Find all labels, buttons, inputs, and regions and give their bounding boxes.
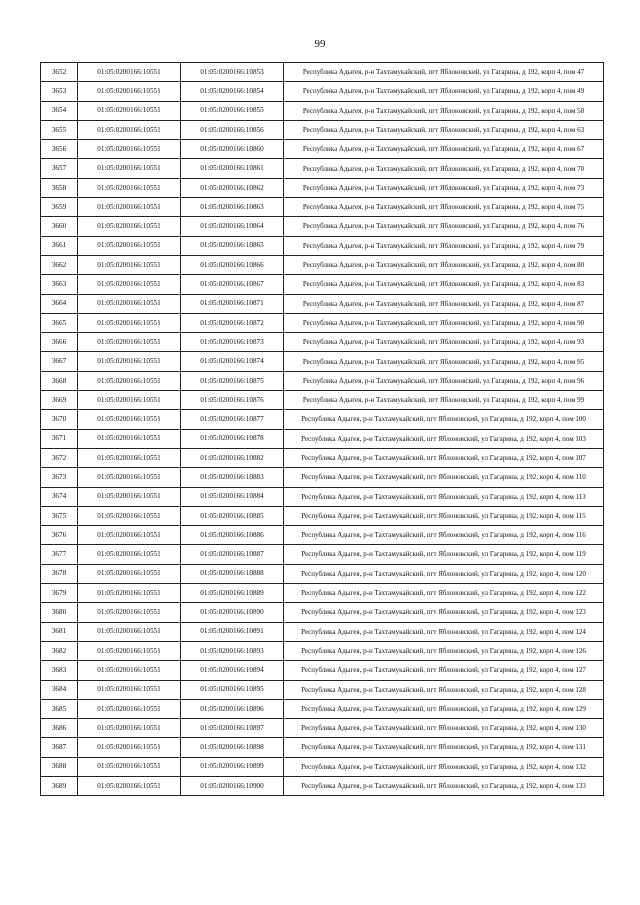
table-row bbox=[41, 159, 604, 178]
table-row bbox=[41, 371, 604, 390]
cadastral-number: 01:05:0200166:10882 bbox=[181, 448, 284, 467]
row-number: 3674 bbox=[41, 487, 78, 506]
parent-cadastral-number: 01:05:0200166:10551 bbox=[78, 641, 181, 660]
address: Республика Адыгея, р-н Тахтамукайский, пгт Яблоновский, ул Гагарина, д 192, корп 4, пом 113 bbox=[284, 487, 604, 506]
row-number: 3659 bbox=[41, 198, 78, 217]
row-number: 3682 bbox=[41, 641, 78, 660]
parent-cadastral-number: 01:05:0200166:10551 bbox=[78, 101, 181, 120]
table-row bbox=[41, 333, 604, 352]
table-row bbox=[41, 82, 604, 101]
table-row bbox=[41, 448, 604, 467]
parent-cadastral-number: 01:05:0200166:10551 bbox=[78, 391, 181, 410]
cadastral-number: 01:05:0200166:10890 bbox=[181, 603, 284, 622]
cadastral-number: 01:05:0200166:10862 bbox=[181, 178, 284, 197]
parent-cadastral-number: 01:05:0200166:10551 bbox=[78, 622, 181, 641]
parent-cadastral-number: 01:05:0200166:10551 bbox=[78, 526, 181, 545]
cadastral-number: 01:05:0200166:10861 bbox=[181, 159, 284, 178]
row-number: 3677 bbox=[41, 545, 78, 564]
cadastral-number: 01:05:0200166:10854 bbox=[181, 82, 284, 101]
row-number: 3672 bbox=[41, 448, 78, 467]
table-row bbox=[41, 719, 604, 738]
address: Республика Адыгея, р-н Тахтамукайский, пгт Яблоновский, ул Гагарина, д 192, корп 4, пом 130 bbox=[284, 719, 604, 738]
address: Республика Адыгея, р-н Тахтамукайский, пгт Яблоновский, ул Гагарина, д 192, корп 4, пом 70 bbox=[284, 159, 604, 178]
address: Республика Адыгея, р-н Тахтамукайский, пгт Яблоновский, ул Гагарина, д 192, корп 4, пом 93 bbox=[284, 333, 604, 352]
table-row bbox=[41, 506, 604, 525]
address: Республика Адыгея, р-н Тахтамукайский, пгт Яблоновский, ул Гагарина, д 192, корп 4, пом 127 bbox=[284, 661, 604, 680]
parent-cadastral-number: 01:05:0200166:10551 bbox=[78, 680, 181, 699]
row-number: 3666 bbox=[41, 333, 78, 352]
cadastral-number: 01:05:0200166:10884 bbox=[181, 487, 284, 506]
cadastral-number: 01:05:0200166:10855 bbox=[181, 101, 284, 120]
cadastral-number: 01:05:0200166:10878 bbox=[181, 429, 284, 448]
table-row bbox=[41, 120, 604, 139]
row-number: 3670 bbox=[41, 410, 78, 429]
parent-cadastral-number: 01:05:0200166:10551 bbox=[78, 236, 181, 255]
table-row bbox=[41, 63, 604, 82]
cadastral-number: 01:05:0200166:10872 bbox=[181, 313, 284, 332]
row-number: 3661 bbox=[41, 236, 78, 255]
table-row bbox=[41, 622, 604, 641]
address: Республика Адыгея, р-н Тахтамукайский, пгт Яблоновский, ул Гагарина, д 192, корп 4, пом 99 bbox=[284, 391, 604, 410]
address: Республика Адыгея, р-н Тахтамукайский, пгт Яблоновский, ул Гагарина, д 192, корп 4, пом 103 bbox=[284, 429, 604, 448]
parent-cadastral-number: 01:05:0200166:10551 bbox=[78, 776, 181, 795]
parent-cadastral-number: 01:05:0200166:10551 bbox=[78, 140, 181, 159]
parent-cadastral-number: 01:05:0200166:10551 bbox=[78, 661, 181, 680]
table-row bbox=[41, 313, 604, 332]
row-number: 3688 bbox=[41, 757, 78, 776]
parent-cadastral-number: 01:05:0200166:10551 bbox=[78, 719, 181, 738]
address: Республика Адыгея, р-н Тахтамукайский, пгт Яблоновский, ул Гагарина, д 192, корп 4, пом 123 bbox=[284, 603, 604, 622]
parent-cadastral-number: 01:05:0200166:10551 bbox=[78, 352, 181, 371]
table-row bbox=[41, 699, 604, 718]
cadastral-number: 01:05:0200166:10895 bbox=[181, 680, 284, 699]
table-row bbox=[41, 217, 604, 236]
address: Республика Адыгея, р-н Тахтамукайский, пгт Яблоновский, ул Гагарина, д 192, корп 4, пом 49 bbox=[284, 82, 604, 101]
address: Республика Адыгея, р-н Тахтамукайский, пгт Яблоновский, ул Гагарина, д 192, корп 4, пом 96 bbox=[284, 371, 604, 390]
table-row bbox=[41, 757, 604, 776]
address: Республика Адыгея, р-н Тахтамукайский, пгт Яблоновский, ул Гагарина, д 192, корп 4, пом 107 bbox=[284, 448, 604, 467]
parent-cadastral-number: 01:05:0200166:10551 bbox=[78, 63, 181, 82]
table-row bbox=[41, 255, 604, 274]
row-number: 3676 bbox=[41, 526, 78, 545]
row-number: 3665 bbox=[41, 313, 78, 332]
address: Республика Адыгея, р-н Тахтамукайский, пгт Яблоновский, ул Гагарина, д 192, корп 4, пом 119 bbox=[284, 545, 604, 564]
table-row bbox=[41, 275, 604, 294]
cadastral-number: 01:05:0200166:10863 bbox=[181, 198, 284, 217]
address: Республика Адыгея, р-н Тахтамукайский, пгт Яблоновский, ул Гагарина, д 192, корп 4, пом 87 bbox=[284, 294, 604, 313]
cadastral-number: 01:05:0200166:10898 bbox=[181, 738, 284, 757]
parent-cadastral-number: 01:05:0200166:10551 bbox=[78, 468, 181, 487]
cadastral-number: 01:05:0200166:10873 bbox=[181, 333, 284, 352]
cadastral-number: 01:05:0200166:10899 bbox=[181, 757, 284, 776]
parent-cadastral-number: 01:05:0200166:10551 bbox=[78, 757, 181, 776]
address: Республика Адыгея, р-н Тахтамукайский, пгт Яблоновский, ул Гагарина, д 192, корп 4, пом 80 bbox=[284, 255, 604, 274]
row-number: 3675 bbox=[41, 506, 78, 525]
address: Республика Адыгея, р-н Тахтамукайский, пгт Яблоновский, ул Гагарина, д 192, корп 4, пом 132 bbox=[284, 757, 604, 776]
address: Республика Адыгея, р-н Тахтамукайский, пгт Яблоновский, ул Гагарина, д 192, корп 4, пом 126 bbox=[284, 641, 604, 660]
cadastral-number: 01:05:0200166:10875 bbox=[181, 371, 284, 390]
cadastral-number: 01:05:0200166:10897 bbox=[181, 719, 284, 738]
table-row bbox=[41, 603, 604, 622]
row-number: 3679 bbox=[41, 584, 78, 603]
parent-cadastral-number: 01:05:0200166:10551 bbox=[78, 429, 181, 448]
parent-cadastral-number: 01:05:0200166:10551 bbox=[78, 275, 181, 294]
row-number: 3689 bbox=[41, 776, 78, 795]
table-row bbox=[41, 391, 604, 410]
table-row bbox=[41, 661, 604, 680]
row-number: 3668 bbox=[41, 371, 78, 390]
cadastral-number: 01:05:0200166:10867 bbox=[181, 275, 284, 294]
address: Республика Адыгея, р-н Тахтамукайский, пгт Яблоновский, ул Гагарина, д 192, корп 4, пом 90 bbox=[284, 313, 604, 332]
parent-cadastral-number: 01:05:0200166:10551 bbox=[78, 333, 181, 352]
row-number: 3681 bbox=[41, 622, 78, 641]
cadastral-number: 01:05:0200166:10900 bbox=[181, 776, 284, 795]
parent-cadastral-number: 01:05:0200166:10551 bbox=[78, 198, 181, 217]
address: Республика Адыгея, р-н Тахтамукайский, пгт Яблоновский, ул Гагарина, д 192, корп 4, пом 47 bbox=[284, 63, 604, 82]
address: Республика Адыгея, р-н Тахтамукайский, пгт Яблоновский, ул Гагарина, д 192, корп 4, пом 131 bbox=[284, 738, 604, 757]
address: Республика Адыгея, р-н Тахтамукайский, пгт Яблоновский, ул Гагарина, д 192, корп 4, пом 63 bbox=[284, 120, 604, 139]
row-number: 3687 bbox=[41, 738, 78, 757]
address: Республика Адыгея, р-н Тахтамукайский, пгт Яблоновский, ул Гагарина, д 192, корп 4, пом 83 bbox=[284, 275, 604, 294]
table-row bbox=[41, 294, 604, 313]
row-number: 3664 bbox=[41, 294, 78, 313]
table-row bbox=[41, 101, 604, 120]
row-number: 3669 bbox=[41, 391, 78, 410]
cadastral-number: 01:05:0200166:10856 bbox=[181, 120, 284, 139]
parent-cadastral-number: 01:05:0200166:10551 bbox=[78, 603, 181, 622]
table-row bbox=[41, 680, 604, 699]
address: Республика Адыгея, р-н Тахтамукайский, пгт Яблоновский, ул Гагарина, д 192, корп 4, пом 115 bbox=[284, 506, 604, 525]
address: Республика Адыгея, р-н Тахтамукайский, пгт Яблоновский, ул Гагарина, д 192, корп 4, пом 129 bbox=[284, 699, 604, 718]
address: Республика Адыгея, р-н Тахтамукайский, пгт Яблоновский, ул Гагарина, д 192, корп 4, пом 128 bbox=[284, 680, 604, 699]
table-row bbox=[41, 545, 604, 564]
parent-cadastral-number: 01:05:0200166:10551 bbox=[78, 584, 181, 603]
table-row bbox=[41, 584, 604, 603]
table-row bbox=[41, 641, 604, 660]
parent-cadastral-number: 01:05:0200166:10551 bbox=[78, 410, 181, 429]
row-number: 3683 bbox=[41, 661, 78, 680]
row-number: 3654 bbox=[41, 101, 78, 120]
address: Республика Адыгея, р-н Тахтамукайский, пгт Яблоновский, ул Гагарина, д 192, корп 4, пом 122 bbox=[284, 584, 604, 603]
address: Республика Адыгея, р-н Тахтамукайский, пгт Яблоновский, ул Гагарина, д 192, корп 4, пом 110 bbox=[284, 468, 604, 487]
cadastral-number: 01:05:0200166:10885 bbox=[181, 506, 284, 525]
address: Республика Адыгея, р-н Тахтамукайский, пгт Яблоновский, ул Гагарина, д 192, корп 4, пом 95 bbox=[284, 352, 604, 371]
row-number: 3684 bbox=[41, 680, 78, 699]
address: Республика Адыгея, р-н Тахтамукайский, пгт Яблоновский, ул Гагарина, д 192, корп 4, пом 120 bbox=[284, 564, 604, 583]
table-row bbox=[41, 429, 604, 448]
parent-cadastral-number: 01:05:0200166:10551 bbox=[78, 120, 181, 139]
table-row bbox=[41, 468, 604, 487]
row-number: 3671 bbox=[41, 429, 78, 448]
property-table bbox=[40, 62, 604, 796]
table-row bbox=[41, 140, 604, 159]
row-number: 3678 bbox=[41, 564, 78, 583]
row-number: 3658 bbox=[41, 178, 78, 197]
cadastral-number: 01:05:0200166:10864 bbox=[181, 217, 284, 236]
table-row bbox=[41, 352, 604, 371]
table-row bbox=[41, 198, 604, 217]
cadastral-number: 01:05:0200166:10866 bbox=[181, 255, 284, 274]
parent-cadastral-number: 01:05:0200166:10551 bbox=[78, 564, 181, 583]
address: Республика Адыгея, р-н Тахтамукайский, пгт Яблоновский, ул Гагарина, д 192, корп 4, пом 58 bbox=[284, 101, 604, 120]
address: Республика Адыгея, р-н Тахтамукайский, пгт Яблоновский, ул Гагарина, д 192, корп 4, пом 67 bbox=[284, 140, 604, 159]
row-number: 3686 bbox=[41, 719, 78, 738]
cadastral-number: 01:05:0200166:10871 bbox=[181, 294, 284, 313]
cadastral-number: 01:05:0200166:10876 bbox=[181, 391, 284, 410]
row-number: 3655 bbox=[41, 120, 78, 139]
cadastral-number: 01:05:0200166:10888 bbox=[181, 564, 284, 583]
cadastral-number: 01:05:0200166:10887 bbox=[181, 545, 284, 564]
cadastral-number: 01:05:0200166:10889 bbox=[181, 584, 284, 603]
parent-cadastral-number: 01:05:0200166:10551 bbox=[78, 255, 181, 274]
page-number: 99 bbox=[314, 38, 326, 50]
row-number: 3660 bbox=[41, 217, 78, 236]
address: Республика Адыгея, р-н Тахтамукайский, пгт Яблоновский, ул Гагарина, д 192, корп 4, пом 73 bbox=[284, 178, 604, 197]
table-row bbox=[41, 178, 604, 197]
address: Республика Адыгея, р-н Тахтамукайский, пгт Яблоновский, ул Гагарина, д 192, корп 4, пом 76 bbox=[284, 217, 604, 236]
address: Республика Адыгея, р-н Тахтамукайский, пгт Яблоновский, ул Гагарина, д 192, корп 4, пом 75 bbox=[284, 198, 604, 217]
row-number: 3680 bbox=[41, 603, 78, 622]
table-row bbox=[41, 236, 604, 255]
table-row bbox=[41, 487, 604, 506]
parent-cadastral-number: 01:05:0200166:10551 bbox=[78, 738, 181, 757]
address: Республика Адыгея, р-н Тахтамукайский, пгт Яблоновский, ул Гагарина, д 192, корп 4, пом 100 bbox=[284, 410, 604, 429]
cadastral-number: 01:05:0200166:10891 bbox=[181, 622, 284, 641]
address: Республика Адыгея, р-н Тахтамукайский, пгт Яблоновский, ул Гагарина, д 192, корп 4, пом 116 bbox=[284, 526, 604, 545]
row-number: 3662 bbox=[41, 255, 78, 274]
cadastral-number: 01:05:0200166:10853 bbox=[181, 63, 284, 82]
table-row bbox=[41, 564, 604, 583]
address: Республика Адыгея, р-н Тахтамукайский, пгт Яблоновский, ул Гагарина, д 192, корп 4, пом 79 bbox=[284, 236, 604, 255]
cadastral-number: 01:05:0200166:10877 bbox=[181, 410, 284, 429]
parent-cadastral-number: 01:05:0200166:10551 bbox=[78, 371, 181, 390]
row-number: 3685 bbox=[41, 699, 78, 718]
cadastral-number: 01:05:0200166:10893 bbox=[181, 641, 284, 660]
table-body bbox=[41, 63, 604, 796]
cadastral-number: 01:05:0200166:10874 bbox=[181, 352, 284, 371]
row-number: 3663 bbox=[41, 275, 78, 294]
table-row bbox=[41, 776, 604, 795]
cadastral-number: 01:05:0200166:10860 bbox=[181, 140, 284, 159]
row-number: 3653 bbox=[41, 82, 78, 101]
cadastral-number: 01:05:0200166:10883 bbox=[181, 468, 284, 487]
cadastral-number: 01:05:0200166:10865 bbox=[181, 236, 284, 255]
parent-cadastral-number: 01:05:0200166:10551 bbox=[78, 699, 181, 718]
cadastral-number: 01:05:0200166:10894 bbox=[181, 661, 284, 680]
row-number: 3667 bbox=[41, 352, 78, 371]
table-row bbox=[41, 410, 604, 429]
parent-cadastral-number: 01:05:0200166:10551 bbox=[78, 506, 181, 525]
parent-cadastral-number: 01:05:0200166:10551 bbox=[78, 448, 181, 467]
parent-cadastral-number: 01:05:0200166:10551 bbox=[78, 82, 181, 101]
parent-cadastral-number: 01:05:0200166:10551 bbox=[78, 313, 181, 332]
row-number: 3656 bbox=[41, 140, 78, 159]
address: Республика Адыгея, р-н Тахтамукайский, пгт Яблоновский, ул Гагарина, д 192, корп 4, пом 124 bbox=[284, 622, 604, 641]
parent-cadastral-number: 01:05:0200166:10551 bbox=[78, 159, 181, 178]
address: Республика Адыгея, р-н Тахтамукайский, пгт Яблоновский, ул Гагарина, д 192, корп 4, пом 133 bbox=[284, 776, 604, 795]
cadastral-number: 01:05:0200166:10886 bbox=[181, 526, 284, 545]
parent-cadastral-number: 01:05:0200166:10551 bbox=[78, 545, 181, 564]
row-number: 3657 bbox=[41, 159, 78, 178]
parent-cadastral-number: 01:05:0200166:10551 bbox=[78, 217, 181, 236]
parent-cadastral-number: 01:05:0200166:10551 bbox=[78, 178, 181, 197]
parent-cadastral-number: 01:05:0200166:10551 bbox=[78, 487, 181, 506]
cadastral-number: 01:05:0200166:10896 bbox=[181, 699, 284, 718]
table-row bbox=[41, 738, 604, 757]
row-number: 3652 bbox=[41, 63, 78, 82]
row-number: 3673 bbox=[41, 468, 78, 487]
table-row bbox=[41, 526, 604, 545]
parent-cadastral-number: 01:05:0200166:10551 bbox=[78, 294, 181, 313]
